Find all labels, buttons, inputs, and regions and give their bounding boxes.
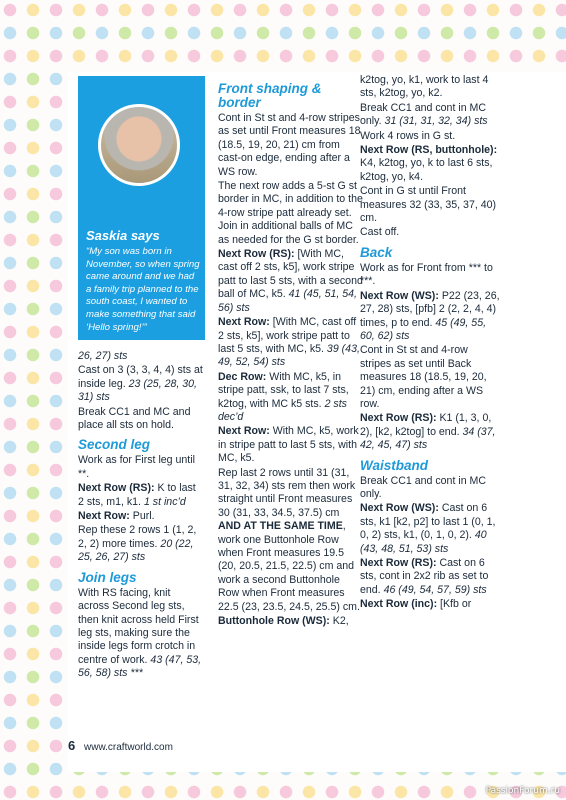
stitch-count: 1 st inc’d (143, 495, 186, 508)
text: Purl. (132, 510, 155, 523)
row-label: Dec Row: (218, 370, 270, 383)
text (360, 102, 500, 129)
watermark-text: PassionForum.ru (485, 786, 560, 796)
stitch-count: 45 (49, 55, 60, 62) sts (360, 316, 487, 342)
text (78, 587, 204, 681)
text: [Kfb or (440, 598, 472, 611)
text (360, 598, 500, 611)
text (360, 502, 500, 556)
heading-back: Back (360, 244, 393, 260)
text (78, 364, 204, 404)
text: Cast on 3 (3, 3, 4, 4) sts at inside leg. (78, 364, 203, 390)
text (360, 557, 500, 597)
text: Work as for First leg until **. (78, 454, 195, 480)
text: [With MC, cast off 2 sts, k5], work stripe patt to last 5 sts, with a second ball of MC, k5. (218, 248, 363, 301)
text (218, 467, 364, 614)
stitch-count: 39 (43, 49, 52, 54) sts (218, 342, 360, 369)
row-label: Next Row (WS): (360, 502, 442, 515)
page-footer (68, 738, 173, 753)
text: With RS facing, knit across Second leg sts, then knit across held First leg sts, making sure the inside legs form crotch in centre of work. (78, 586, 199, 666)
text: The next row adds a 5-st G st border in MC, in addition to the 4-row stripe patt already set. Join in additional balls of MC as needed for the G st border. (218, 180, 363, 246)
stitch-count: 20 (22, 25, 26, 27) sts (78, 537, 194, 564)
row-label: Next Row: (78, 510, 133, 523)
text: Work as for Front from *** to ***. (360, 261, 493, 288)
text: Cast off. (360, 226, 400, 239)
column-3 (360, 74, 500, 613)
text (78, 524, 204, 564)
text (360, 144, 500, 184)
heading-front-shaping: Front shaping & border (218, 81, 322, 110)
text: Cont in St st and 4-row stripes as set until Back measures 18 (18.5, 19, 20, 21) cm, ending after a WS row. (360, 344, 487, 410)
stitch-count: 43 (47, 53, 56, 58) sts *** (78, 653, 202, 680)
column-2 (218, 82, 364, 629)
text: [With MC, cast off 2 sts, k5], work stripe patt to last 5 sts, with MC, k5. (218, 316, 357, 355)
row-label: Next Row (WS): (360, 289, 442, 302)
designer-sidebar (78, 76, 205, 340)
text: K4, k2tog, yo, k to last 6 sts, k2tog, yo, k4. (360, 157, 493, 183)
row-label: Next Row (RS): (78, 482, 158, 495)
heading-second-leg: Second leg (78, 437, 151, 453)
row-label: Next Row (inc): (360, 598, 441, 611)
text (218, 425, 364, 465)
stitch-count: 2 sts dec’d (218, 397, 347, 423)
stitch-count: 34 (37, 42, 45, 47) sts (360, 425, 496, 452)
stitch-count: 40 (43, 48, 51, 53) sts (360, 529, 487, 555)
stitch-count: 46 (49, 54, 57, 59) sts (383, 583, 487, 596)
text (78, 350, 204, 363)
heading-waistband: Waistband (360, 457, 429, 473)
row-label: Buttonhole Row (WS): (218, 615, 333, 628)
text (218, 615, 364, 628)
sidebar-quote: “My son was born in November, so when spring came around and we had a family trip planned to the south coast, I wanted to make something that said ‘Hello spring!’” (86, 246, 200, 333)
text: Cont in St st and 4-row stripes as set until Front measures 18 (18.5, 19, 20, 21) cm from cast-on edge, ending after a WS row. (218, 112, 361, 178)
text: , work one Buttonhole Row when Front measures 19.5 (20, 20.5, 21.5, 22.5) cm and work a second Buttonhole Row when Front measures 22.5 (23, 23.5, 24.5, 25.5) cm. (218, 520, 360, 613)
text (218, 316, 364, 370)
text: P22 (23, 26, 27, 28) sts, [pfb] 2 (2, 2, 4, 4) times, p to end. (360, 289, 500, 329)
row-label: Next Row (RS): (360, 557, 440, 569)
text (218, 371, 364, 425)
text: With MC, k5, in stripe patt, ssk, to last 7 sts, k2tog, with MC k5 sts. (218, 370, 349, 410)
text: Cast on 6 sts, k1 [k2, p2] to last 1 (0, 1, 0, 2) sts, k1, (0, 1, 0, 2). (360, 502, 496, 542)
designer-photo (98, 104, 180, 186)
text: With MC, k5, work in stripe patt to last 5 sts, with MC, k5. (218, 425, 359, 465)
heading-join-legs: Join legs (78, 569, 137, 585)
row-label: Next Row: (218, 316, 273, 329)
stitch-count: 31 (31, 31, 32, 34) sts (384, 115, 488, 128)
text: Work 4 rows in G st. (360, 129, 456, 142)
text: Rep last 2 rows until 31 (31, 31, 32, 34) sts rem then work straight until Front measures 30 (31, 33, 34.5, 37.5) cm (218, 466, 356, 519)
text (360, 290, 500, 344)
text: Cast on 6 sts, cont in 2x2 rib as set to end. (360, 557, 489, 596)
text (78, 510, 204, 523)
text (360, 412, 500, 452)
column-1 (78, 350, 204, 682)
text: k2tog, yo, k1, work to last 4 sts, k2tog, yo, k2. (360, 74, 489, 100)
text: Break CC1 and MC and place all sts on hold. (78, 405, 191, 432)
emphasis: AND AT THE SAME TIME (218, 520, 343, 533)
sidebar-title: Saskia says (86, 228, 160, 243)
stitch-count: 26, 27) sts (78, 350, 128, 362)
page-number: 6 (68, 738, 76, 753)
text: K2, (332, 615, 349, 628)
page-panel (68, 72, 566, 772)
stitch-count: 23 (25, 28, 30, 31) sts (78, 377, 197, 404)
text: Rep these 2 rows 1 (1, 2, 2, 2) more times. (78, 524, 197, 550)
text: Break CC1 and cont in MC only. (360, 474, 487, 500)
text (218, 248, 364, 315)
text (78, 482, 204, 509)
row-label: Next Row: (218, 425, 273, 438)
text: Cont in G st until Front measures 32 (33, 35, 37, 40) cm. (360, 185, 497, 225)
row-label: Next Row (RS): (360, 412, 440, 425)
stitch-count: 41 (45, 51, 54, 56) sts (218, 288, 357, 314)
website-link[interactable]: www.craftworld.com (84, 742, 173, 753)
text: K to last 2 sts, m1, k1. (78, 482, 196, 508)
row-label: Next Row (RS, buttonhole): (360, 144, 498, 157)
text: Break CC1 and cont in MC only. (360, 101, 487, 128)
row-label: Next Row (RS): (218, 248, 298, 261)
text: K1 (1, 3, 0, 2), [k2, k2tog] to end. (360, 412, 492, 438)
